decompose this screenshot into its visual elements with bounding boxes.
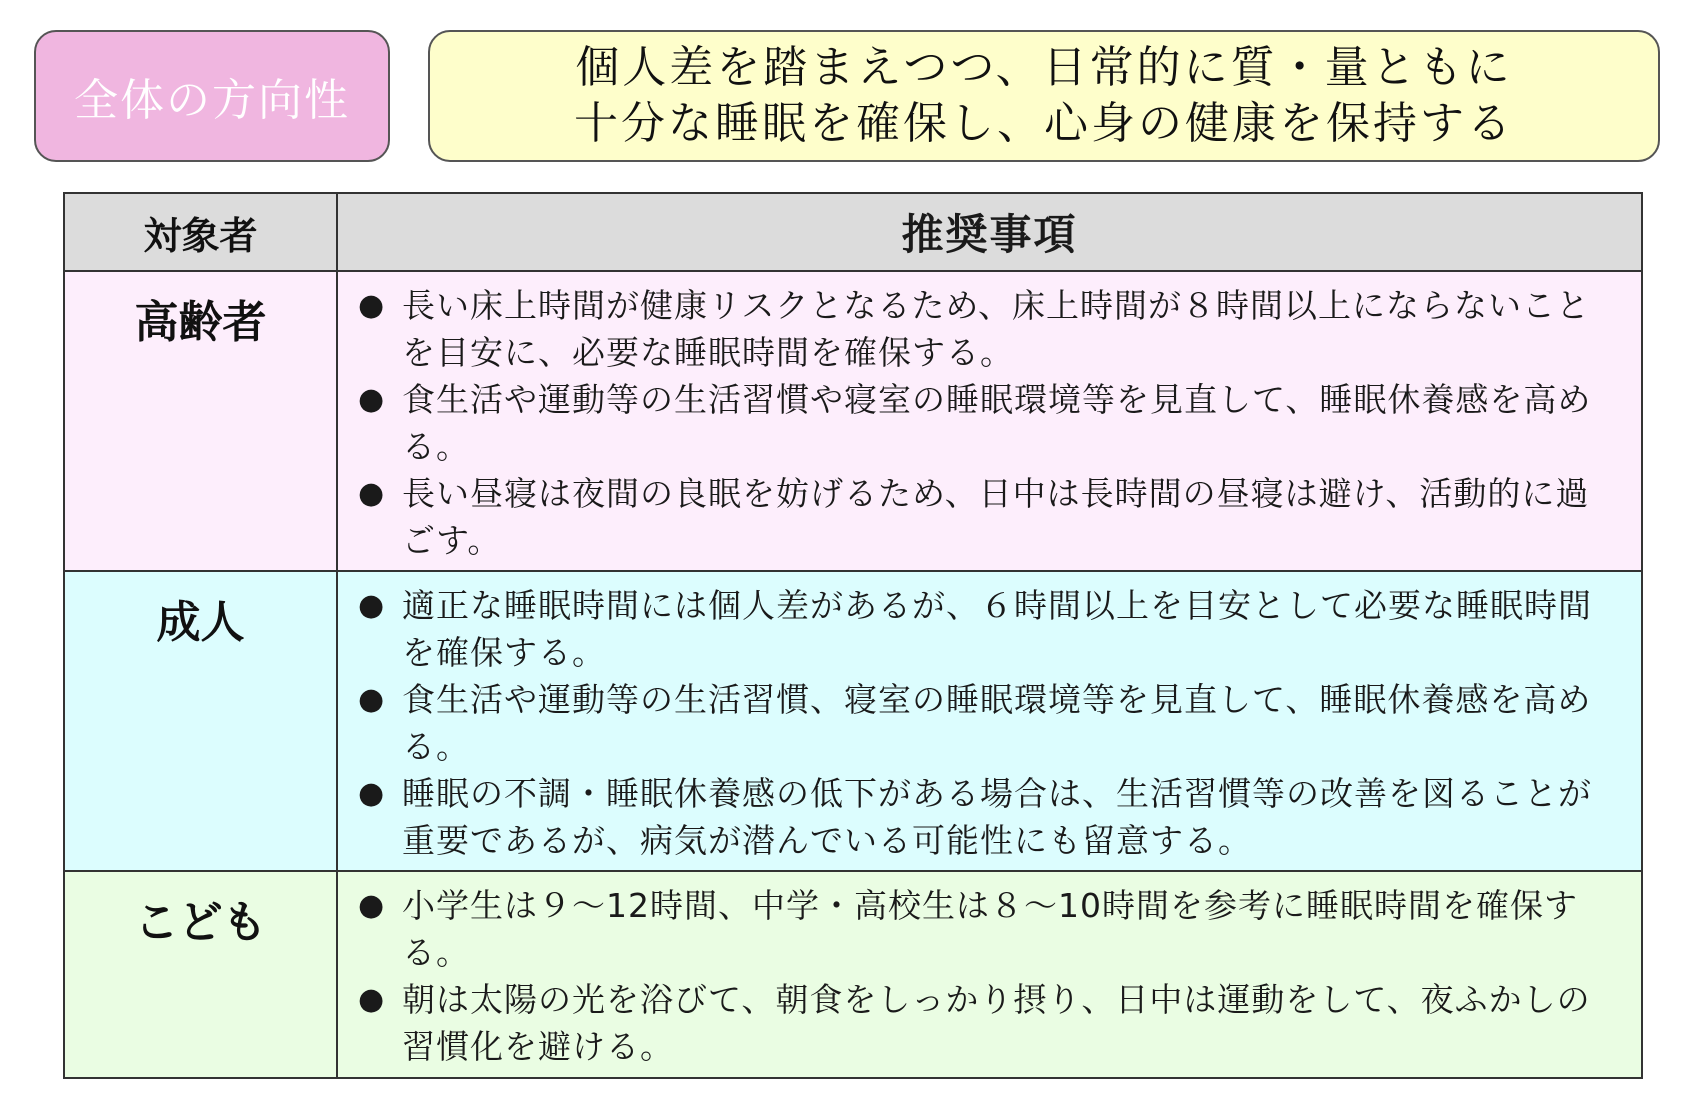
table-header-row bbox=[65, 194, 1641, 270]
list-item bbox=[358, 976, 1623, 1070]
recommendations-children bbox=[338, 872, 1641, 1077]
list-item-text: 朝は太陽の光を浴びて、朝食をしっかり摂り、日中は運動をして、夜ふかしの習慣化を避ける。 bbox=[402, 980, 1591, 1066]
bullet-icon: ● bbox=[358, 382, 386, 417]
list-item bbox=[358, 582, 1623, 676]
list-item-text: 長い昼寝は夜間の良眠を妨げるため、日中は長時間の昼寝は避け、活動的に過ごす。 bbox=[402, 474, 1590, 560]
target-children: こども bbox=[65, 872, 338, 1077]
target-elderly: 高齢者 bbox=[65, 272, 338, 570]
header-recommendations: 推奨事項 bbox=[901, 210, 1078, 259]
list-item-text: 長い床上時間が健康リスクとなるため、床上時間が８時間以上にならないことを目安に、必要な睡眠時間を確保する。 bbox=[402, 286, 1591, 372]
list-item bbox=[358, 470, 1623, 564]
bullet-icon: ● bbox=[358, 776, 386, 811]
target-adult: 成人 bbox=[65, 572, 338, 870]
bullet-icon: ● bbox=[358, 288, 386, 323]
header-target: 対象者 bbox=[65, 194, 338, 270]
list-item-text: 小学生は９～12時間、中学・高校生は８～10時間を参考に睡眠時間を確保する。 bbox=[402, 886, 1578, 972]
bullet-icon: ● bbox=[358, 476, 386, 511]
recommendations-adult bbox=[338, 572, 1641, 870]
list-item bbox=[358, 882, 1623, 976]
list-item bbox=[358, 376, 1623, 470]
overall-direction-line-1: 個人差を踏まえつつ、日常的に質・量ともに bbox=[575, 42, 1513, 93]
overall-direction-statement bbox=[428, 30, 1660, 162]
list-item bbox=[358, 770, 1623, 864]
bullet-icon: ● bbox=[358, 888, 386, 923]
bullet-icon: ● bbox=[358, 682, 386, 717]
list-item-text: 睡眠の不調・睡眠休養感の低下がある場合は、生活習慣等の改善を図ることが重要であるが、病気が潜んでいる可能性にも留意する。 bbox=[402, 774, 1592, 860]
list-item bbox=[358, 282, 1623, 376]
table-row-adult bbox=[65, 570, 1641, 870]
recommendations-elderly bbox=[338, 272, 1641, 570]
overall-direction-label: 全体の方向性 bbox=[34, 30, 390, 162]
list-item bbox=[358, 676, 1623, 770]
recommendations-table bbox=[63, 192, 1643, 1079]
list-item-text: 食生活や運動等の生活習慣、寝室の睡眠環境等を見直して、睡眠休養感を高める。 bbox=[402, 680, 1592, 766]
bullet-icon: ● bbox=[358, 982, 386, 1017]
table-row-children bbox=[65, 870, 1641, 1077]
list-item-text: 食生活や運動等の生活習慣や寝室の睡眠環境等を見直して、睡眠休養感を高める。 bbox=[402, 380, 1592, 466]
table-row-elderly bbox=[65, 270, 1641, 570]
overall-direction-line-2: 十分な睡眠を確保し、心身の健康を保持する bbox=[574, 98, 1514, 149]
bullet-icon: ● bbox=[358, 588, 386, 623]
list-item-text: 適正な睡眠時間には個人差があるが、６時間以上を目安として必要な睡眠時間を確保する。 bbox=[402, 586, 1592, 672]
